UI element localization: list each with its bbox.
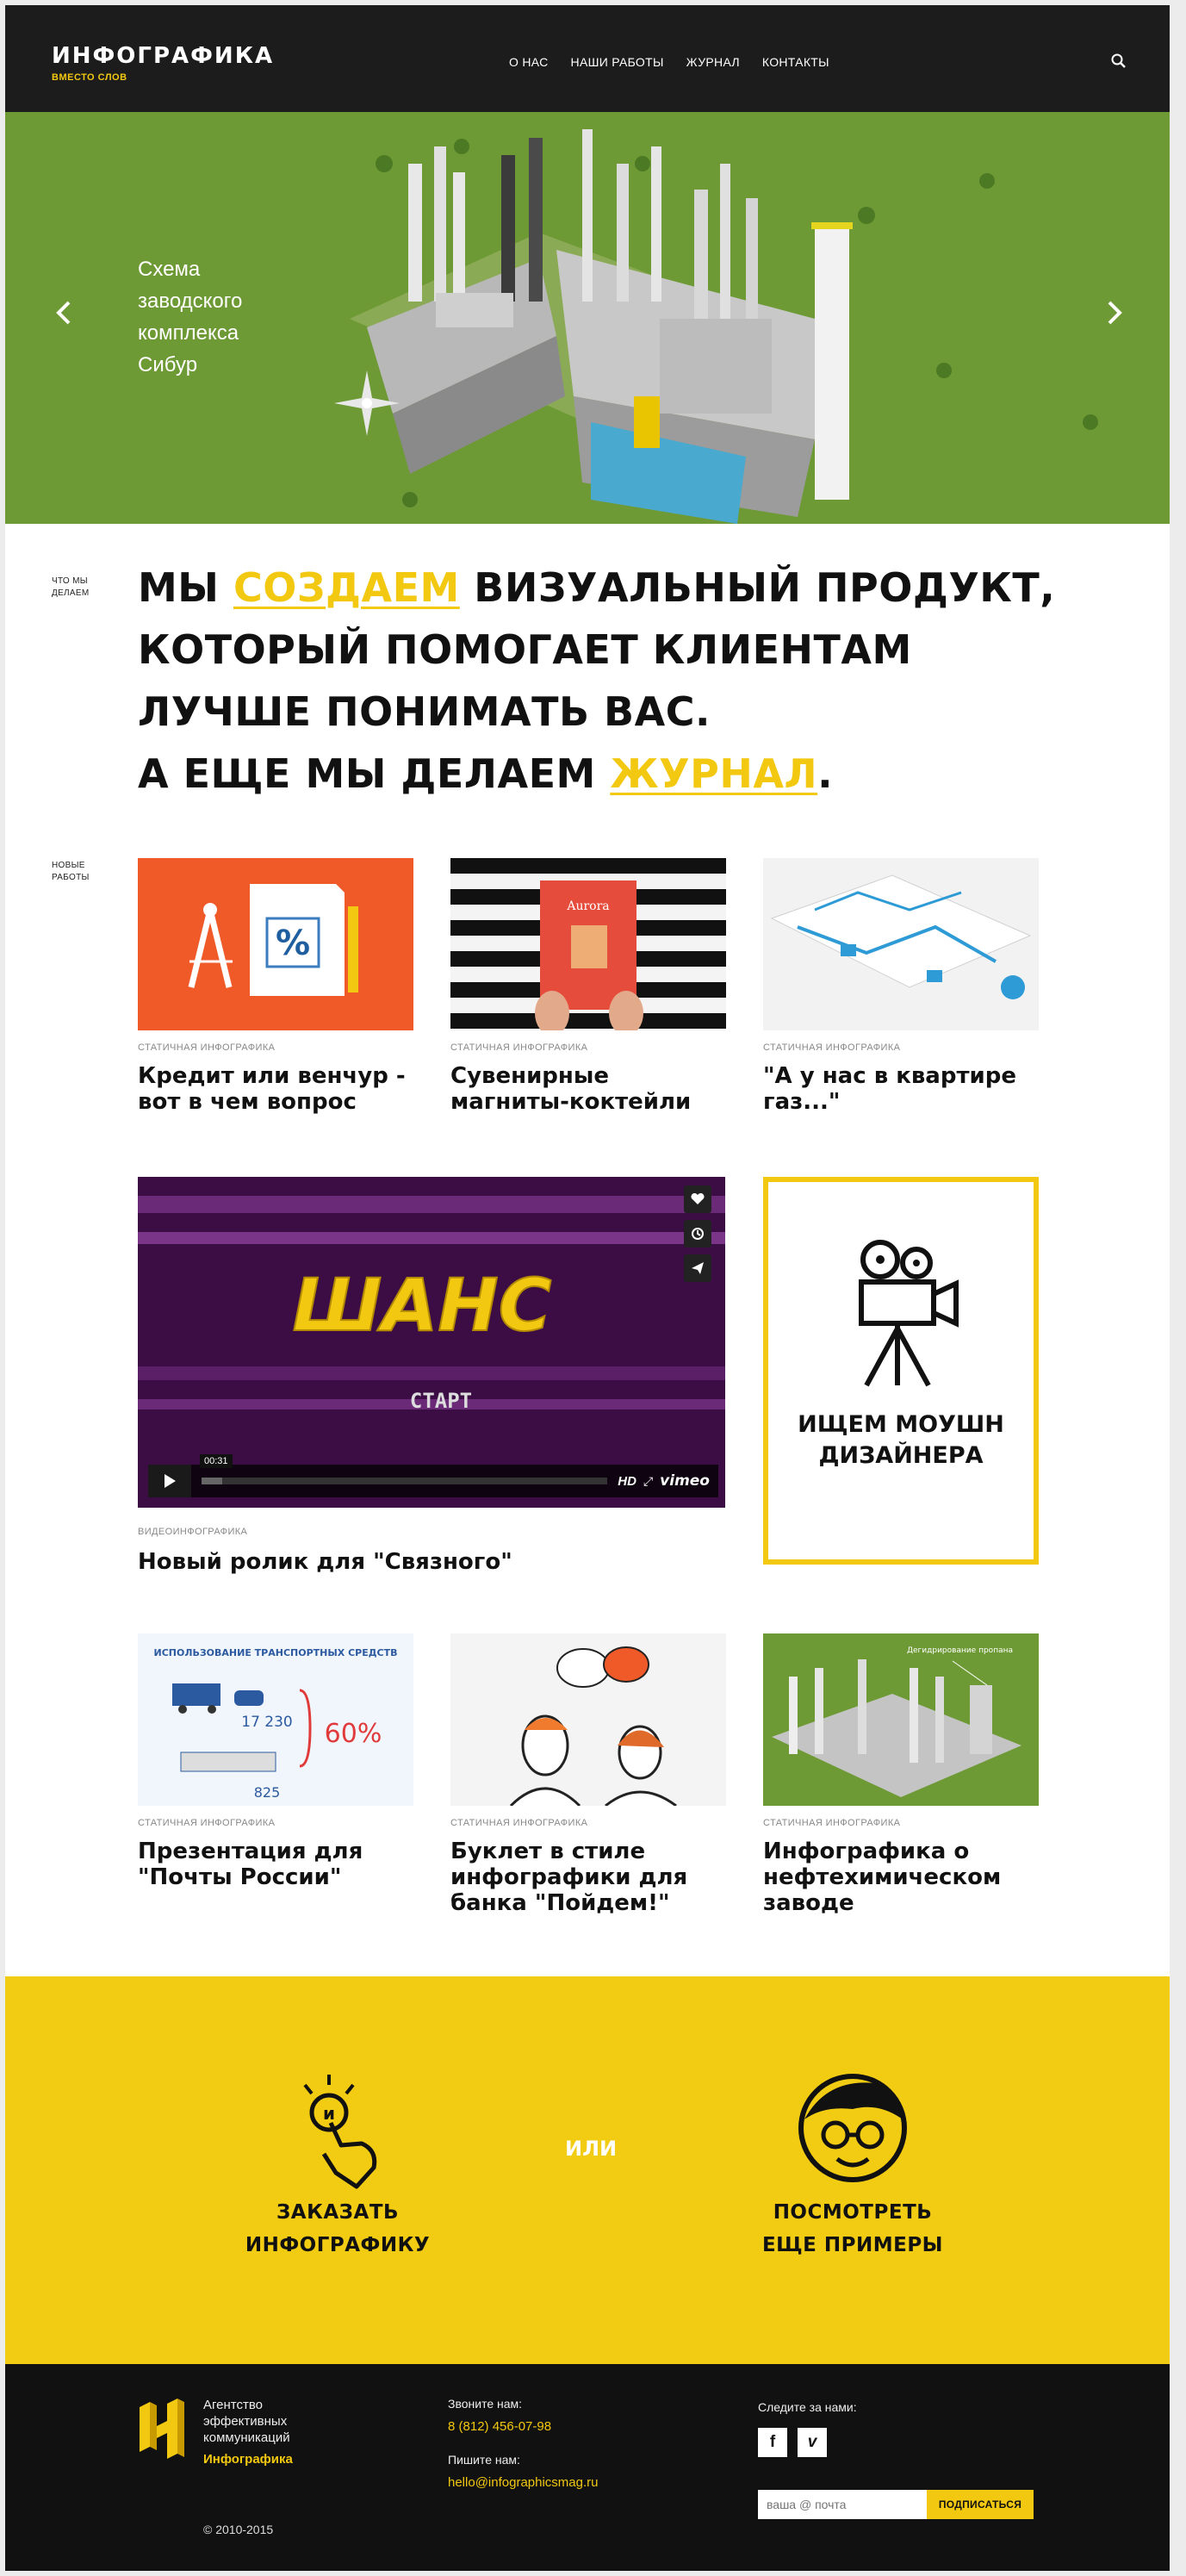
svg-text:%: % [275, 924, 311, 963]
social-label: Следите за нами: [758, 2400, 857, 2414]
statement-text: МЫ [138, 564, 233, 611]
nav-works[interactable]: НАШИ РАБОТЫ [570, 55, 664, 69]
work-title[interactable]: Презентация для "Почты России" [138, 1839, 363, 1890]
copyright: © 2010-2015 [203, 2523, 274, 2536]
agency-description [203, 2397, 293, 2467]
work-card[interactable] [763, 858, 1039, 1115]
cta-section [5, 1976, 1170, 2364]
credit-illustration [138, 858, 413, 1030]
hero-caption: Схема заводского комплекса Сибур [138, 258, 243, 376]
work-title[interactable]: "А у нас в квартире газ..." [763, 1063, 1016, 1115]
subscribe-email-input[interactable] [758, 2490, 927, 2519]
work-thumbnail[interactable] [450, 858, 726, 1030]
order-infographic-button[interactable] [200, 2071, 475, 2262]
job-vacancy-text: ИЩЕМ МОУШН ДИЗАЙНЕРА [798, 1411, 1004, 1469]
magnet-illustration [450, 858, 726, 1030]
video-start-text: СТАРТ [409, 1389, 473, 1413]
nerd-face-icon [792, 2071, 913, 2192]
logo-subtitle: ВМЕСТО СЛОВ [52, 72, 127, 83]
statement-line-4 [138, 743, 1094, 805]
movie-camera-icon [851, 1234, 961, 1389]
chevron-right-icon[interactable] [1097, 291, 1132, 334]
phone-label: Звоните нам: [448, 2397, 523, 2411]
statement-text: А ЕЩЕ МЫ ДЕЛАЕМ [138, 750, 611, 797]
work-thumbnail[interactable] [138, 858, 413, 1030]
section-label-new-works: НОВЫЕ РАБОТЫ [52, 861, 90, 882]
work-card[interactable] [763, 1633, 1039, 1916]
work-category: СТАТИЧНАЯ ИНФОГРАФИКА [763, 1042, 901, 1053]
work-category: СТАТИЧНАЯ ИНФОГРАФИКА [450, 1042, 588, 1053]
statement-line-1 [138, 557, 1094, 619]
work-title[interactable]: Новый ролик для "Связного" [138, 1549, 512, 1575]
cta-label: ИНФОГРАФИКУ [245, 2234, 431, 2256]
fullscreen-icon[interactable]: ⤢ [643, 1473, 654, 1488]
hero-plant-illustration [332, 112, 1108, 524]
logo-title: ИНФОГРАФИКА [52, 43, 275, 69]
work-card[interactable] [450, 858, 726, 1115]
desc-line: Агентство [203, 2398, 263, 2412]
statement-text: ВИЗУАЛЬНЫЙ ПРОДУКТ, [459, 564, 1056, 611]
create-link[interactable]: СОЗДАЕМ [233, 564, 460, 611]
chevron-left-icon[interactable] [47, 291, 81, 334]
mission-statement [138, 557, 1094, 805]
work-thumbnail[interactable] [763, 858, 1039, 1030]
site-header [5, 5, 1170, 112]
work-thumbnail[interactable] [763, 1633, 1039, 1806]
work-title[interactable]: Сувенирные магниты-коктейли [450, 1063, 692, 1115]
main-nav [509, 55, 829, 69]
compass-rose-icon [334, 370, 400, 436]
work-category: СТАТИЧНАЯ ИНФОГРАФИКА [763, 1818, 901, 1828]
plant-illustration [763, 1633, 1039, 1806]
video-player[interactable] [138, 1177, 725, 1508]
thumb-number-1: 17 230 [241, 1714, 293, 1731]
journal-link[interactable]: ЖУРНАЛ [610, 750, 818, 797]
footer-brand[interactable]: Инфографика [203, 2452, 293, 2467]
work-category: СТАТИЧНАЯ ИНФОГРАФИКА [138, 1818, 276, 1828]
video-progress-fill [202, 1478, 222, 1484]
work-title[interactable]: Буклет в стиле инфографики для банка "Пойдем!" [450, 1839, 688, 1916]
agency-logo-icon[interactable] [138, 2395, 186, 2461]
work-category: ВИДЕОИНФОГРАФИКА [138, 1527, 248, 1537]
nav-about[interactable]: О НАС [509, 55, 549, 69]
nav-journal[interactable]: ЖУРНАЛ [686, 55, 740, 69]
phone-link[interactable]: 8 (812) 456-07-98 [448, 2419, 552, 2434]
watch-later-icon[interactable] [684, 1220, 711, 1248]
work-card[interactable] [138, 858, 413, 1115]
cta-label: ПОСМОТРЕТЬ [773, 2201, 933, 2224]
view-more-examples-button[interactable] [715, 2071, 990, 2262]
work-category: СТАТИЧНАЯ ИНФОГРАФИКА [450, 1818, 588, 1828]
nav-contacts[interactable]: КОНТАКТЫ [761, 55, 829, 69]
post-illustration [138, 1633, 413, 1806]
hero-slider [5, 112, 1170, 524]
email-label: Пишите нам: [448, 2453, 520, 2467]
like-icon[interactable] [684, 1185, 711, 1213]
logo[interactable] [52, 43, 274, 83]
cta-label: ЗАКАЗАТЬ [276, 2201, 400, 2224]
vimeo-logo[interactable]: vimeo [660, 1472, 710, 1490]
cta-or: ИЛИ [565, 2137, 618, 2161]
work-thumbnail[interactable] [450, 1633, 726, 1806]
video-card[interactable] [138, 1177, 725, 1575]
email-link[interactable]: hello@infographicsmag.ru [448, 2475, 599, 2490]
thumb-number-2: 825 [253, 1784, 281, 1801]
statement-line-3: ЛУЧШЕ ПОНИМАТЬ ВАС. [138, 688, 711, 735]
section-label-what-we-do: ЧТО МЫ ДЕЛАЕМ [52, 576, 90, 598]
work-category: СТАТИЧНАЯ ИНФОГРАФИКА [138, 1042, 276, 1053]
video-progress-bar[interactable] [202, 1478, 607, 1484]
pointer-hand-icon [295, 2071, 381, 2192]
subscribe-button[interactable]: ПОДПИСАТЬСЯ [927, 2490, 1034, 2519]
share-icon[interactable] [684, 1254, 711, 1282]
work-title[interactable]: Кредит или венчур - вот в чем вопрос [138, 1063, 406, 1115]
search-icon[interactable] [1109, 52, 1128, 71]
vimeo-icon[interactable]: v [798, 2428, 827, 2457]
desc-line: коммуникаций [203, 2430, 290, 2445]
work-card[interactable] [138, 1633, 413, 1890]
thumb-percent: 60% [324, 1719, 382, 1749]
cta-label: ЕЩЕ ПРИМЕРЫ [761, 2234, 944, 2256]
desc-line: эффективных [203, 2414, 288, 2429]
play-icon[interactable] [148, 1465, 191, 1497]
job-vacancy-box[interactable] [763, 1177, 1039, 1565]
gas-illustration [763, 858, 1039, 1030]
work-card[interactable] [450, 1633, 726, 1916]
contacts-column [448, 2397, 599, 2490]
statement-line-2: КОТОРЫЙ ПОМОГАЕТ КЛИЕНТАМ [138, 626, 912, 673]
statement-text: . [817, 750, 834, 797]
video-controls [148, 1456, 718, 1497]
booklet-illustration [450, 1633, 726, 1806]
page [5, 5, 1170, 2571]
thumb-title: ИСПОЛЬЗОВАНИЕ ТРАНСПОРТНЫХ СРЕДСТВ [153, 1647, 398, 1658]
thumb-caption: Дегидрирование пропана [906, 1646, 1013, 1655]
svg-text:и: и [322, 2103, 336, 2124]
site-footer [5, 2364, 1170, 2571]
video-time: 00:31 [200, 1454, 233, 1468]
work-thumbnail[interactable] [138, 1633, 413, 1806]
hd-toggle[interactable]: HD [618, 1473, 636, 1489]
video-logo: ШАНС [292, 1263, 552, 1347]
magnet-brand: Aurora [567, 899, 610, 913]
work-title[interactable]: Инфографика о нефтехимическом заводе [763, 1839, 1002, 1916]
facebook-icon[interactable]: f [758, 2428, 787, 2457]
